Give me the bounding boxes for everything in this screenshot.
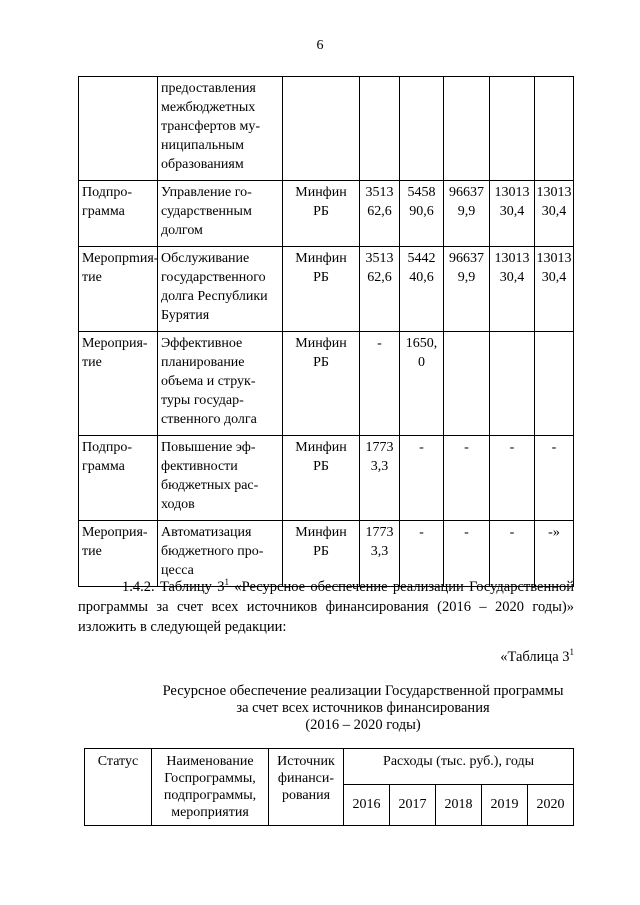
resource-table-header (84, 748, 574, 826)
cell-name: Автоматизация бюджетного про-цесса (158, 521, 283, 587)
table-label-sup: 1 (569, 647, 574, 658)
cell-status: Подпро-грамма (79, 181, 158, 247)
table-row (79, 77, 574, 181)
header-name: Наименование Госпрограммы, подпрограммы, мероприятия (152, 749, 269, 826)
cell-name: Повышение эф-фективности бюджетных рас-ходов (158, 436, 283, 521)
cell-value-2016: 1773 3,3 (360, 521, 400, 587)
cell-value-2016 (360, 77, 400, 181)
cell-value-2018: 96637 9,9 (444, 247, 490, 332)
cell-name: предоставления межбюджетных трансфертов му-ниципальным образованиям (158, 77, 283, 181)
cell-source: Минфин РБ (283, 436, 360, 521)
header-source: Источник финанси-рования (269, 749, 344, 826)
cell-status (79, 77, 158, 181)
cell-source: Минфин РБ (283, 247, 360, 332)
cell-status: Подпро-грамма (79, 436, 158, 521)
table-row (79, 436, 574, 521)
header-year: 2019 (482, 784, 528, 825)
header-year: 2017 (390, 784, 436, 825)
cell-value-2016: 3513 62,6 (360, 181, 400, 247)
cell-value-2019: 13013 30,4 (490, 181, 535, 247)
cell-value-2019: 13013 30,4 (490, 247, 535, 332)
cell-value-2020 (535, 77, 574, 181)
cell-value-2018 (444, 332, 490, 436)
cell-name: Эффективное планирование объема и струк-туры государ-ственного долга (158, 332, 283, 436)
cell-value-2019: - (490, 436, 535, 521)
cell-name: Обслуживание государственного долга Республики Бурятия (158, 247, 283, 332)
cell-source: Минфин РБ (283, 332, 360, 436)
cell-value-2018 (444, 77, 490, 181)
cell-value-2018: - (444, 436, 490, 521)
cell-status: Меропрmия-тие (79, 247, 158, 332)
table-row (79, 181, 574, 247)
cell-value-2017: 5458 90,6 (400, 181, 444, 247)
cell-value-2016: 1773 3,3 (360, 436, 400, 521)
heading-line-2: за счет всех источников финансирования (236, 700, 490, 716)
cell-value-2016: - (360, 332, 400, 436)
header-status: Статус (85, 749, 152, 826)
table-label-text: «Таблица 3 (500, 649, 570, 665)
heading-line-1: Ресурсное обеспечение реализации Государственной программы (162, 683, 564, 699)
cell-value-2018: 96637 9,9 (444, 181, 490, 247)
cell-value-2017: - (400, 436, 444, 521)
cell-value-2020: -» (535, 521, 574, 587)
cell-value-2018: - (444, 521, 490, 587)
resource-table-continued (78, 76, 574, 587)
header-year: 2020 (528, 784, 574, 825)
table-label (500, 649, 574, 666)
paragraph-sup: 1 (224, 577, 230, 588)
cell-value-2020: - (535, 436, 574, 521)
page-number: 6 (316, 38, 324, 53)
cell-value-2017 (400, 77, 444, 181)
cell-value-2020: 13013 30,4 (535, 181, 574, 247)
amendment-paragraph (78, 577, 574, 637)
paragraph-rest: «Ресурсное обеспечение реализации Государственной программы за счет всех источников финансирования (2016 – 2020 годы)» изложить в следующей редакции: (78, 579, 574, 635)
cell-value-2017: 1650, 0 (400, 332, 444, 436)
cell-name: Управление го-сударственным долгом (158, 181, 283, 247)
cell-value-2016: 3513 62,6 (360, 247, 400, 332)
cell-value-2017: - (400, 521, 444, 587)
heading-line-3: (2016 – 2020 годы) (305, 717, 421, 733)
table-row (79, 332, 574, 436)
table-heading (78, 683, 640, 734)
header-year: 2018 (436, 784, 482, 825)
cell-status: Мероприя-тие (79, 521, 158, 587)
cell-value-2019 (490, 77, 535, 181)
cell-source (283, 77, 360, 181)
cell-value-2020: 13013 30,4 (535, 247, 574, 332)
paragraph-lead: 1.4.2. Таблицу 3 (122, 579, 225, 595)
cell-status: Мероприя-тие (79, 332, 158, 436)
cell-value-2017: 5442 40,6 (400, 247, 444, 332)
cell-value-2020 (535, 332, 574, 436)
table-row (79, 247, 574, 332)
cell-value-2019: - (490, 521, 535, 587)
cell-source: Минфин РБ (283, 181, 360, 247)
header-expenses: Расходы (тыс. руб.), годы (344, 749, 574, 785)
cell-source: Минфин РБ (283, 521, 360, 587)
header-year: 2016 (344, 784, 390, 825)
cell-value-2019 (490, 332, 535, 436)
